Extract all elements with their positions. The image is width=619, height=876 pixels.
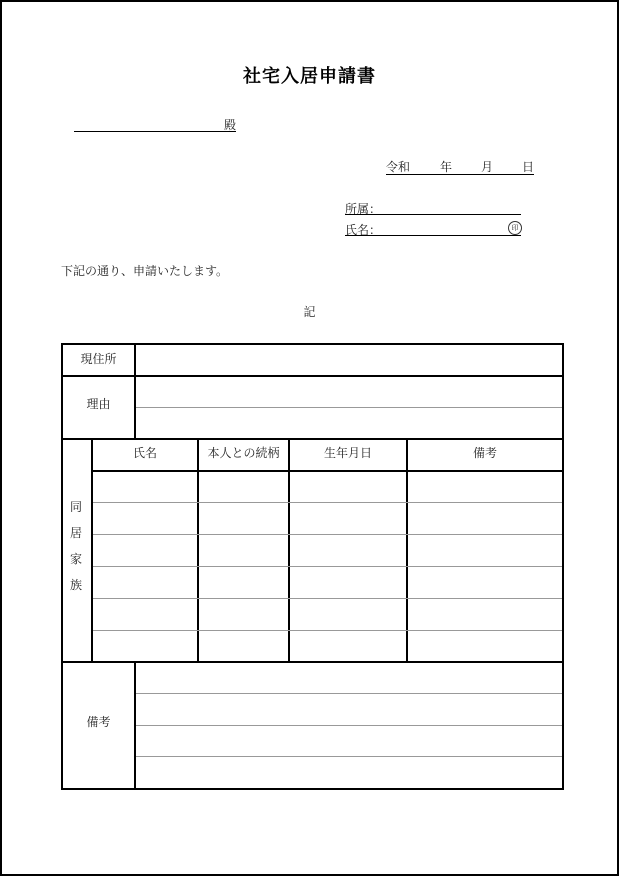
current-address-field[interactable]: [136, 345, 562, 375]
reason-label: 理由: [86, 397, 111, 411]
remarks-label: 備考: [86, 715, 111, 729]
family-header-remarks: 備考: [472, 446, 497, 460]
family-section-char: 同: [69, 500, 82, 514]
date-day-label: 日: [522, 160, 535, 174]
family-section-char: 家: [69, 552, 82, 566]
addressee-line[interactable]: [74, 131, 236, 132]
affiliation-field[interactable]: [345, 214, 521, 215]
date-year-label: 年: [440, 160, 453, 174]
family-section-char: 居: [69, 526, 82, 540]
intro-text: 下記の通り、申請いたします。: [61, 264, 229, 278]
document-title: 社宅入居申請書: [243, 66, 376, 87]
date-month-label: 月: [481, 160, 494, 174]
name-label: 氏名：: [345, 223, 382, 237]
family-section-char: 族: [69, 578, 82, 592]
family-header-name: 氏名: [132, 446, 157, 460]
family-header-birthdate: 生年月日: [323, 446, 372, 460]
date-era: 令和: [386, 160, 411, 174]
affiliation-label: 所属：: [345, 202, 382, 216]
current-address-label: 現住所: [80, 352, 117, 366]
reason-field[interactable]: [136, 377, 562, 438]
date-field[interactable]: [386, 158, 534, 175]
name-field[interactable]: [345, 235, 521, 236]
seal-icon: 印: [508, 221, 522, 235]
addressee-suffix: 殿: [224, 118, 237, 132]
remarks-field[interactable]: [136, 663, 562, 788]
ki-heading: 記: [303, 305, 316, 319]
application-table: [61, 343, 564, 790]
family-header-relationship: 本人との続柄: [207, 446, 280, 460]
family-rows-area[interactable]: [93, 472, 562, 661]
